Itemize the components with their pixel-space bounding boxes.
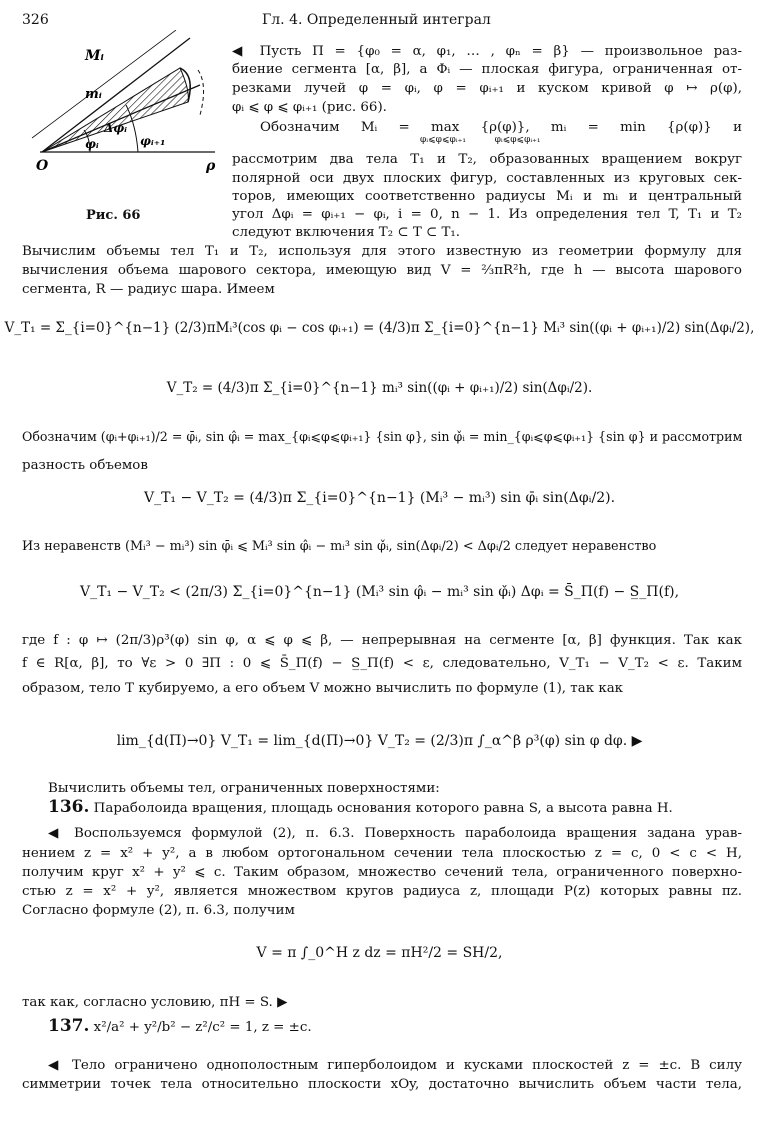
equation-5: lim_{d(Π)→0} V_T₁ = lim_{d(Π)→0} V_T₂ = (2/3)π ∫_α^β ρ³(φ) sin φ dφ. ▶ xyxy=(116,733,643,749)
problem-136 xyxy=(48,799,673,817)
p9-line5: Согласно формуле (2), п. 6.3, получим xyxy=(22,903,295,918)
page-number: 326 xyxy=(22,12,49,28)
p9-line3: получим круг x² + y² ⩽ c. Таким образом, множество сечений тела, ограниченного поверхно- xyxy=(22,865,742,880)
p2-subscripts: φᵢ⩽φ⩽φᵢ₊₁ φᵢ⩽φ⩽φᵢ₊₁ xyxy=(420,135,541,145)
p3-line3: сегмента, R — радиус шара. Имеем xyxy=(22,282,275,297)
p2-line3: полярной оси двух плоских фигур, составленных из круговых сек- xyxy=(232,171,742,186)
figure-66-diagram xyxy=(30,30,230,195)
p3-line2: вычисления объема шарового сектора, имеющую вид V = ⅔πR²h, где h — высота шарового xyxy=(22,263,742,278)
p6-line3: образом, тело T кубируемо, а его объем V можно вычислить по формуле (1), так как xyxy=(22,681,624,696)
hatched-sector xyxy=(42,68,188,152)
equation-6: V = π ∫_0^H z dz = πH²/2 = SH/2, xyxy=(256,945,503,961)
p5-line1: Из неравенств (Mᵢ³ − mᵢ³) sin φ̄ᵢ ⩽ Mᵢ³ sin φ̂ᵢ − mᵢ³ sin φ̌ᵢ, sin(Δφᵢ/2) < Δφᵢ/2 следует неравенство xyxy=(22,539,657,554)
p2-line1: Обозначим Mᵢ = max {ρ(φ)}, mᵢ = min {ρ(φ)} и xyxy=(260,120,742,135)
equation-4: V_T₁ − V_T₂ < (2π/3) Σ_{i=0}^{n−1} (Mᵢ³ sin φ̂ᵢ − mᵢ³ sin φ̌ᵢ) Δφᵢ = S̄_Π(f) − S̲_Π(f), xyxy=(79,584,680,600)
label-m: mᵢ xyxy=(85,87,102,102)
label-M: Mᵢ xyxy=(85,48,104,64)
p4-line2: разность объемов xyxy=(22,458,148,473)
p2-line5: угол Δφᵢ = φᵢ₊₁ − φᵢ, i = 0, n − 1. Из определения тел T, T₁ и T₂ xyxy=(232,207,742,222)
problem-137 xyxy=(48,1018,312,1036)
p1-line2: биение сегмента [α, β], а Φᵢ — плоская фигура, ограниченная от- xyxy=(232,62,742,77)
p9-line4: стью z = x² + y², является множеством кругов радиуса z, площади P(z) которых равны πz. xyxy=(22,884,742,899)
problem-136-number: 136. xyxy=(48,797,90,817)
label-phi-i1: φᵢ₊₁ xyxy=(140,134,166,148)
equation-1: V_T₁ = Σ_{i=0}^{n−1} (2/3)πMᵢ³(cos φᵢ − cos φᵢ₊₁) = (4/3)π Σ_{i=0}^{n−1} Mᵢ³ sin((φᵢ + φᵢ₊₁)/2) sin(Δφᵢ/2), xyxy=(4,320,755,336)
p3-line1: Вычислим объемы тел T₁ и T₂, используя для этого известную из геометрии формулу для xyxy=(22,244,742,259)
equation-3: V_T₁ − V_T₂ = (4/3)π Σ_{i=0}^{n−1} (Mᵢ³ − mᵢ³) sin φ̄ᵢ sin(Δφᵢ/2). xyxy=(143,490,616,506)
p12-line1: ◀ Тело ограничено однополостным гиперболоидом и кусками плоскостей z = ±c. В силу xyxy=(48,1058,742,1073)
label-rho: ρ xyxy=(206,158,216,174)
p7-line1: Вычислить объемы тел, ограниченных поверхностями: xyxy=(48,781,440,796)
p1-line4: φᵢ ⩽ φ ⩽ φᵢ₊₁ (рис. 66). xyxy=(232,100,387,115)
figure-caption: Рис. 66 xyxy=(86,208,141,223)
problem-137-number: 137. xyxy=(48,1016,90,1036)
p2-line2: рассмотрим два тела T₁ и T₂, образованных вращением вокруг xyxy=(232,152,742,167)
label-dphi: Δφᵢ xyxy=(104,121,128,135)
p6-line1: где f : φ ↦ (2π/3)ρ³(φ) sin φ, α ⩽ φ ⩽ β, — непрерывная на сегменте [α, β] функция. Так как xyxy=(22,633,742,648)
p2-line6: следуют включения T₂ ⊂ T ⊂ T₁. xyxy=(232,225,461,240)
p1-line1: ◀ Пусть Π = {φ₀ = α, φ₁, … , φₙ = β} — произвольное раз- xyxy=(232,44,742,59)
label-origin: O xyxy=(36,158,49,174)
p4-line1: Обозначим (φᵢ+φᵢ₊₁)/2 = φ̄ᵢ, sin φ̂ᵢ = max_{φᵢ⩽φ⩽φᵢ₊₁} {sin φ}, sin φ̌ᵢ = min_{φᵢ⩽φ⩽φᵢ₊₁} {sin φ} и рассмотрим xyxy=(22,429,743,444)
p1-line3: резками лучей φ = φᵢ, φ = φᵢ₊₁ и куском кривой φ ↦ ρ(φ), xyxy=(232,81,742,96)
running-title: Гл. 4. Определенный интеграл xyxy=(262,12,491,28)
p12-line2: симметрии точек тела относительно плоскости xOy, достаточно вычислить объем части тела, xyxy=(22,1077,742,1092)
p9-line2: нением z = x² + y², а в любом ортогональном сечении тела плоскостью z = c, 0 < c < H, xyxy=(22,846,742,861)
p2-line4: торов, имеющих соответственно радиусы Mᵢ и mᵢ и центральный xyxy=(232,189,742,204)
equation-2: V_T₂ = (4/3)π Σ_{i=0}^{n−1} mᵢ³ sin((φᵢ + φᵢ₊₁)/2) sin(Δφᵢ/2). xyxy=(166,380,593,396)
p6-line2: f ∈ R[α, β], то ∀ε > 0 ∃Π : 0 ⩽ S̄_Π(f) − S̲_Π(f) < ε, следовательно, V_T₁ − V_T₂ < ε. Таким xyxy=(22,656,742,671)
problem-136-text: Параболоида вращения, площадь основания которого равна S, а высота равна H. xyxy=(93,801,673,816)
problem-137-text: x²/a² + y²/b² − z²/c² = 1, z = ±c. xyxy=(93,1020,312,1035)
p9-line1: ◀ Воспользуемся формулой (2), п. 6.3. Поверхность параболоида вращения задана урав- xyxy=(48,826,742,841)
label-phi-i: φᵢ xyxy=(85,137,99,151)
p10-line1: так как, согласно условию, πH = S. ▶ xyxy=(22,995,288,1010)
arc-dashed xyxy=(198,70,204,115)
